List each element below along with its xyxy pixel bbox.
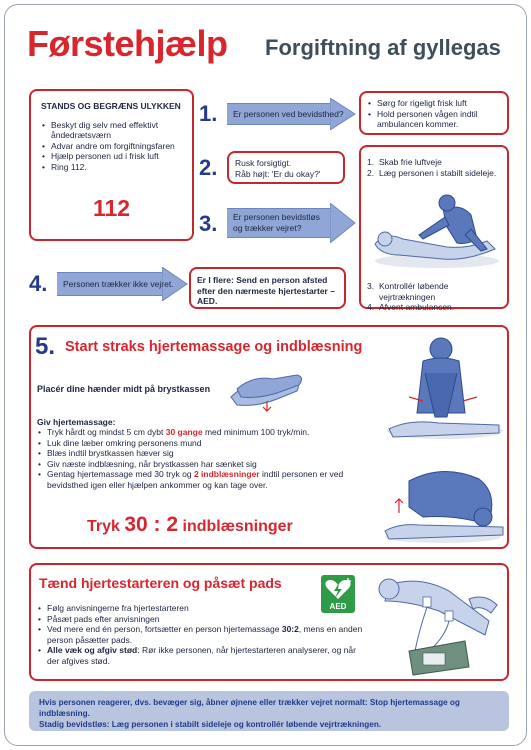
list-item: • Blæs indtil brystkassen hæver sig bbox=[37, 448, 373, 459]
multiple-helpers-text: Er I flere: Send en person afsted efter den nærmeste hjertestarter – AED. bbox=[197, 275, 335, 306]
first-aid-poster bbox=[4, 4, 527, 746]
step-5-number: 5. bbox=[35, 333, 56, 360]
stands-box bbox=[29, 89, 194, 241]
give-compressions-label: Giv hjertemassage: bbox=[37, 417, 116, 427]
heart-lightning-icon bbox=[321, 577, 355, 603]
list-item: 2. Læg personen i stabilt sideleje. bbox=[367, 167, 497, 178]
poster-title: Førstehjælp bbox=[27, 23, 228, 64]
stands-heading: STANDS OG BEGRÆNS ULYKKEN bbox=[41, 101, 181, 111]
step-3-arrow bbox=[227, 203, 355, 243]
list-item: 1. Skab frie luftveje bbox=[367, 157, 442, 167]
step-3-line2: og trækker vejret? bbox=[233, 223, 302, 233]
list-item: • Alle væk og afgiv stød: Rør ikke personen, når hjertestarteren analyserer, og når der afgives stød. bbox=[37, 645, 367, 666]
list-item: • Advar andre om forgiftningsfaren bbox=[41, 141, 184, 152]
list-item: • Sørg for rigeligt frisk luft bbox=[367, 98, 501, 109]
compression-ratio: Tryk 30 : 2 indblæsninger bbox=[87, 513, 293, 536]
step-1-number: 1. bbox=[199, 101, 218, 126]
aed-instructions bbox=[37, 603, 367, 666]
list-item: 4. Afvent ambulancen. bbox=[367, 302, 455, 312]
cpr-section bbox=[29, 325, 509, 549]
emergency-number: 112 bbox=[92, 195, 131, 221]
multiple-helpers-box bbox=[189, 267, 346, 309]
hands-illustration bbox=[227, 367, 307, 413]
list-item: • Beskyt dig selv med effektivt åndedrætsværn bbox=[41, 120, 184, 141]
list-item: • Tryk hårdt og mindst 5 cm dybt 30 gange med minimum 100 tryk/min. bbox=[37, 427, 373, 438]
list-item: • Gentag hjertemassage med 30 tryk og 2 indblæsninger indtil personen er ved bevidsthed igen eller hjælpen ankommer og kan tage over. bbox=[37, 469, 373, 490]
recovery-position-box bbox=[359, 145, 509, 312]
step-4-arrow bbox=[57, 267, 187, 301]
aed-section bbox=[29, 563, 509, 681]
poster-subtitle: Forgiftning af gyllegas bbox=[265, 35, 501, 60]
list-item: • Hold personen vågen indtil ambulancen kommer. bbox=[367, 109, 501, 130]
recovery-position-illustration bbox=[367, 189, 505, 271]
footer-line-1: Hvis personen reagerer, dvs. bevæger sig, åbner øjnene eller trækker vejret normalt: Stop hjertemassage og indblæsning. bbox=[39, 698, 460, 718]
footer-line-2: Stadig bevidstløs: Læg personen i stabilt sideleje og kontrollér løbende vejrtrækningen. bbox=[39, 720, 382, 729]
hand-placement-text: Placér dine hænder midt på brystkassen bbox=[37, 384, 211, 394]
step-2-line1: Rusk forsigtigt. bbox=[235, 158, 292, 168]
step-2-number: 2. bbox=[199, 155, 218, 180]
chest-compression-illustration bbox=[379, 333, 507, 443]
stands-list bbox=[41, 120, 184, 173]
step-2-box bbox=[227, 151, 345, 184]
footer-note bbox=[29, 691, 509, 731]
conscious-box bbox=[359, 91, 509, 135]
step-4-question: Personen trækker ikke vejret. bbox=[63, 279, 174, 289]
list-item: • Ring 112. bbox=[41, 162, 184, 173]
step-1-question: Er personen ved bevidsthed? bbox=[233, 109, 344, 119]
step-2-line2: Råb højt: 'Er du okay?' bbox=[235, 168, 321, 179]
rescue-breath-illustration bbox=[379, 461, 507, 545]
list-item: • Giv næste indblæsning, når brystkassen har sænket sig bbox=[37, 459, 373, 470]
list-item: • Hjælp personen ud i frisk luft bbox=[41, 151, 184, 162]
list-item: • Luk dine læber omkring personens mund bbox=[37, 438, 373, 449]
aed-heading: Tænd hjertestarteren og påsæt pads bbox=[39, 575, 282, 591]
aed-logo bbox=[321, 575, 355, 613]
aed-pads-illustration bbox=[369, 571, 507, 679]
step-3-number: 3. bbox=[199, 211, 218, 236]
cpr-instructions bbox=[37, 427, 373, 490]
list-item: • Påsæt pads efter anvisningen bbox=[37, 614, 367, 625]
step-1-arrow bbox=[227, 98, 355, 130]
step-4-number: 4. bbox=[29, 271, 48, 296]
cpr-heading: Start straks hjertemassage og indblæsning bbox=[65, 339, 363, 355]
list-item: 3. Kontrollér løbende vejrtrækningen bbox=[367, 281, 449, 302]
list-item: • Ved mere end én person, fortsætter en person hjertemassage 30:2, mens en anden person påsætter pads. bbox=[37, 624, 367, 645]
list-item: • Følg anvisningerne fra hjertestarteren bbox=[37, 603, 367, 614]
aed-logo-text: AED bbox=[329, 602, 347, 611]
step-3-line1: Er personen bevidstløs bbox=[233, 212, 320, 222]
